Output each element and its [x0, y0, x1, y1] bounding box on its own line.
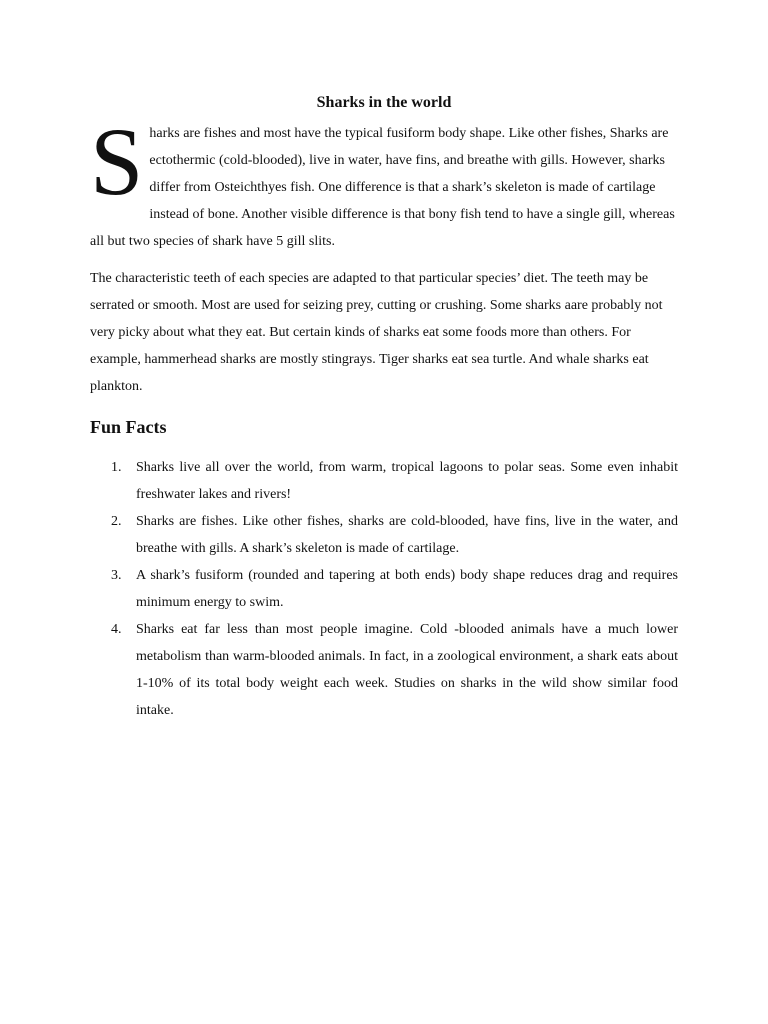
intro-paragraph [90, 108, 678, 255]
fun-fact-number: 4. [111, 622, 122, 637]
fun-fact-item [90, 616, 678, 724]
fun-fact-text: A shark’s fusiform (rounded and tapering at both ends) body shape reduces drag and requires minimum energy to swim. [136, 568, 678, 610]
document-page [90, 90, 678, 724]
fun-facts-list [90, 454, 678, 724]
fun-fact-number: 2. [111, 514, 122, 529]
fun-fact-item [90, 562, 678, 616]
fun-fact-item [90, 508, 678, 562]
fun-fact-number: 1. [111, 460, 122, 475]
fun-fact-text: Sharks eat far less than most people imagine. Cold -blooded animals have a much lower metabolism than warm-blooded animals. In fact, in a zoological environment, a shark eats about 1-10% of its total body weight each week. Studies on sharks in the wild show similar food intake. [136, 622, 678, 718]
teeth-paragraph: The characteristic teeth of each species are adapted to that particular species’ diet. The teeth may be serrated or smooth. Most are used for seizing prey, cutting or crushing. Some sharks aare probably not very picky about what they eat. But certain kinds of sharks eat some foods more than others. For example, hammerhead sharks are mostly stingrays. Tiger sharks eat sea turtle. And whale sharks eat plankton. [90, 271, 663, 394]
drop-cap: S [90, 108, 144, 215]
fun-facts-heading: Fun Facts [90, 417, 167, 437]
document-title: Sharks in the world [316, 94, 452, 111]
fun-fact-item [90, 454, 678, 508]
fun-fact-text: Sharks are fishes. Like other fishes, sharks are cold-blooded, have fins, live in the water, and breathe with gills. A shark’s skeleton is made of cartilage. [136, 514, 678, 556]
fun-fact-number: 3. [111, 568, 122, 583]
intro-text: harks are fishes and most have the typical fusiform body shape. Like other fishes, Sharks are ectothermic (cold-blooded), live in water, have fins, and breathe with gills. However, sharks differ from Osteichthyes fish. One difference is that a shark’s skeleton is made of cartilage instead of bone. Another visible difference is that bony fish tend to have a single gill, whereas all but two species of shark have 5 gill slits. [90, 126, 675, 249]
fun-fact-text: Sharks live all over the world, from warm, tropical lagoons to polar seas. Some even inhabit freshwater lakes and rivers! [136, 460, 678, 502]
